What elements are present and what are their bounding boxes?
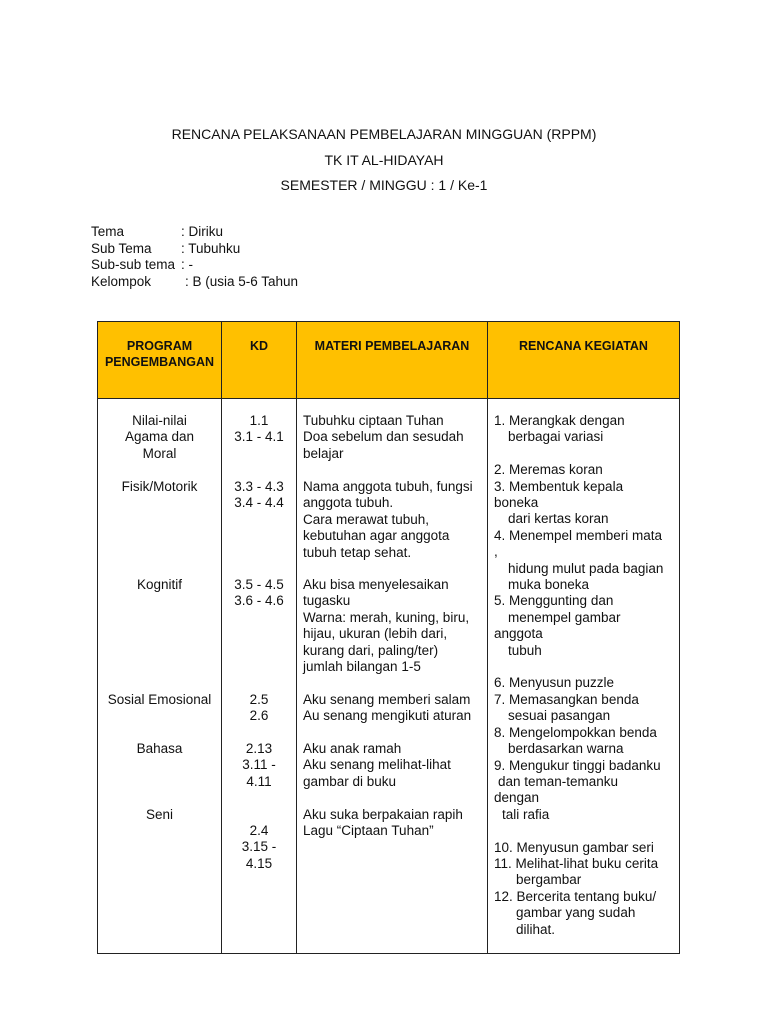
list-item: anggota	[494, 626, 543, 642]
header-kd: KD	[222, 322, 297, 399]
list-item: sesuai pasangan	[508, 708, 611, 724]
meta-sub-sub-tema	[91, 257, 193, 274]
document-title: RENCANA PELAKSANAAN PEMBELAJARAN MINGGUAN (RPPM)	[171, 126, 597, 142]
kd-column	[222, 399, 297, 954]
list-item: 2. Meremas koran	[494, 462, 603, 478]
rppm-table	[97, 321, 680, 954]
list-item: 1. Merangkak dengan	[494, 413, 625, 428]
list-item: 11. Melihat-lihat buku cerita	[494, 855, 659, 871]
materi-agama: Tubuhku ciptaan Tuhan Doa sebelum dan sesudah belajar	[303, 413, 464, 461]
meta-sub-tema	[91, 240, 241, 258]
program-kognitif: Kognitif	[136, 577, 183, 592]
list-item: dengan	[494, 790, 540, 806]
kd-bahasa: 2.13 3.11 - 4.11	[242, 741, 276, 789]
list-item: hidung mulut pada bagian	[508, 560, 664, 576]
meta-label: Sub Tema	[91, 240, 152, 256]
program-seni: Seni	[145, 807, 174, 822]
list-item: 8. Mengelompokkan benda	[494, 724, 657, 740]
program-fisik: Fisik/Motorik	[121, 479, 198, 494]
list-item: 12. Bercerita tentang buku/	[494, 888, 657, 904]
list-item: 5. Menggunting dan	[494, 593, 614, 609]
meta-value: : Tubuhku	[181, 240, 241, 256]
list-item: tali rafia	[502, 806, 550, 822]
school-name: TK IT AL-HIDAYAH	[324, 152, 444, 168]
kd-kognitif: 3.5 - 4.5 3.6 - 4.6	[234, 577, 284, 609]
materi-fisik: Nama anggota tubuh, fungsi anggota tubuh. Cara merawat tubuh, kebutuhan agar anggota tubuh tetap sehat.	[303, 479, 473, 560]
materi-bahasa: Aku anak ramah Aku senang melihat-lihat gambar di buku	[303, 741, 451, 789]
list-item: dari kertas koran	[508, 511, 609, 527]
list-item: berbagai variasi	[508, 429, 604, 445]
list-item: 9. Mengukur tinggi badanku	[494, 757, 661, 773]
list-item: 3. Membentuk kepala	[494, 478, 624, 494]
list-item: berdasarkan warna	[508, 741, 624, 757]
meta-tema	[91, 224, 224, 241]
list-item: dilihat.	[516, 921, 556, 937]
kd-fisik: 3.3 - 4.3 3.4 - 4.4	[234, 479, 284, 511]
list-item: dan teman-temanku	[498, 773, 619, 789]
list-item: gambar yang sudah	[516, 905, 636, 921]
table-row	[98, 399, 680, 954]
header-program: PROGRAM PENGEMBANGAN	[98, 322, 222, 399]
program-bahasa: Bahasa	[136, 741, 183, 756]
table-header-row	[98, 322, 680, 399]
list-item: 10. Menyusun gambar seri	[494, 839, 654, 855]
meta-label: Tema	[91, 224, 125, 239]
meta-value: : Diriku	[181, 224, 224, 239]
kd-sosial: 2.5 2.6	[249, 692, 269, 724]
list-item: muka boneka	[508, 577, 590, 593]
program-agama: Nilai-nilai Agama dan Moral	[124, 413, 195, 461]
materi-sosial: Aku senang memberi salam Au senang mengikuti aturan	[303, 692, 472, 724]
list-item: menempel gambar	[508, 609, 621, 625]
meta-label: Kelompok	[91, 273, 152, 289]
materi-kognitif: Aku bisa menyelesaikan tugasku Warna: merah, kuning, biru, hijau, ukuran (lebih dari, kurang dari, paling/ter) jumlah bilangan 1-5	[303, 577, 470, 675]
kd-seni: 2.4 3.15 - 4.15	[241, 823, 277, 871]
kd-agama: 1.1 3.1 - 4.1	[234, 413, 284, 445]
meta-kelompok	[91, 273, 299, 291]
kegiatan-list	[494, 413, 673, 938]
list-item: tubuh	[508, 642, 542, 658]
meta-label: Sub-sub tema	[91, 257, 176, 272]
program-sosial: Sosial Emosional	[107, 692, 212, 707]
list-item: ,	[494, 544, 498, 560]
list-item: 7. Memasangkan benda	[494, 691, 639, 707]
header-materi: MATERI PEMBELAJARAN	[297, 322, 488, 399]
list-item: 4. Menempel memberi mata	[494, 527, 663, 543]
materi-column	[297, 399, 488, 954]
program-column	[98, 399, 222, 954]
header-kegiatan: RENCANA KEGIATAN	[488, 322, 680, 399]
kegiatan-column	[488, 399, 680, 954]
meta-value: : -	[181, 257, 193, 272]
list-item: bergambar	[516, 872, 582, 888]
meta-value: : B (usia 5-6 Tahun	[185, 273, 299, 289]
meta-info	[91, 224, 299, 290]
list-item: 6. Menyusun puzzle	[494, 675, 615, 691]
semester-week: SEMESTER / MINGGU : 1 / Ke-1	[280, 177, 488, 193]
list-item: boneka	[494, 495, 539, 511]
materi-seni: Aku suka berpakaian rapih Lagu “Ciptaan Tuhan”	[303, 807, 463, 839]
